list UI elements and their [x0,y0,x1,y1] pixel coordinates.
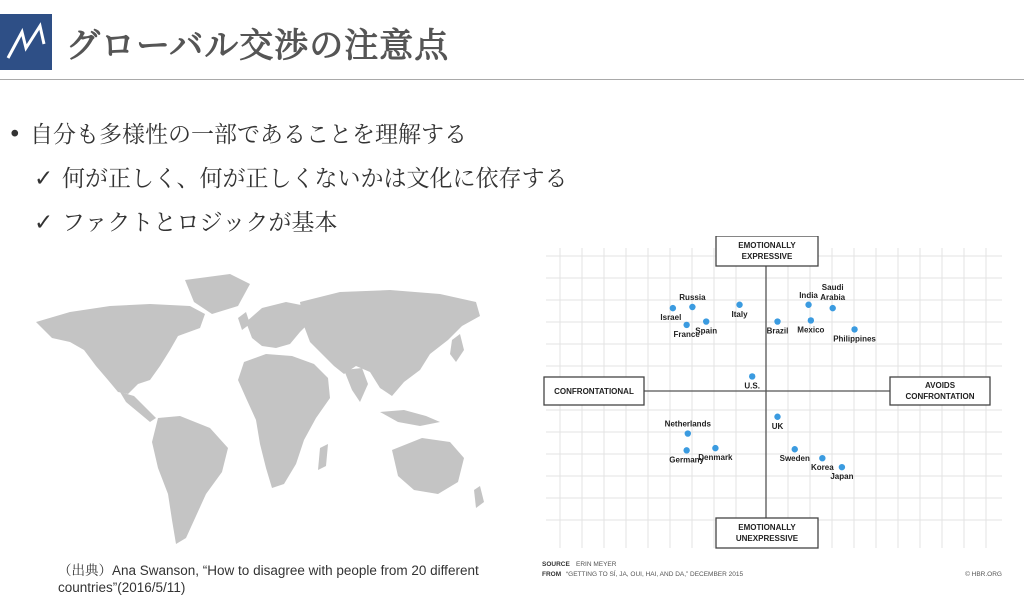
world-map [0,262,500,566]
citation-text: （出典）Ana Swanson, “How to disagree with people from 20 different countries”(2016/5/11) [58,563,479,595]
data-point [830,305,836,311]
data-point [689,304,695,310]
data-point [683,322,689,328]
sub-bullet-item [34,160,568,193]
data-point-label: Israel [660,313,682,323]
from-text: “GETTING TO SÍ, JA, OUI, HAI, AND DA,” DECEMBER 2015 [566,571,744,578]
bullet-text: 自分も多様性の一部であることを理解する [30,122,467,148]
world-map-image [0,262,500,562]
source-text: ERIN MEYER [576,561,617,568]
source-label: SOURCE [542,561,570,568]
data-point-label: Italy [731,309,748,319]
australia-shape [392,438,464,494]
data-point [808,317,814,323]
data-point-label: Russia [679,293,706,302]
madagascar-shape [318,444,328,470]
north-america-shape [36,304,205,394]
data-point-label: Philippines [833,334,876,344]
central-america-shape [120,392,156,422]
data-point-label: Korea [811,463,834,473]
data-point [792,446,798,452]
from-label: FROM [542,571,562,578]
data-point [839,464,845,470]
axis-top-line1: EMOTIONALLY [738,241,796,250]
axis-label-top [716,236,818,266]
chart-points [660,283,876,481]
culture-scatter-chart [540,236,1018,588]
title-divider [0,79,1024,80]
axis-right-line1: AVOIDS [924,381,956,390]
chart-footer [542,561,1002,578]
axis-top-line2: EXPRESSIVE [741,252,793,261]
new-zealand-shape [474,486,484,508]
chart-axes [640,264,890,522]
greenland-shape [185,274,250,314]
axis-bottom-line1: EMOTIONALLY [738,523,796,532]
data-point-label: Sweden [779,454,810,464]
data-point [774,318,780,324]
data-point-label: Mexico [797,325,825,335]
data-point-label: Arabia [820,293,846,303]
data-point [683,447,689,453]
africa-shape [238,354,330,488]
data-point [851,326,857,332]
axis-left-label: CONFRONTATIONAL [554,387,634,396]
copyright-text: © HBR.ORG [965,571,1002,578]
sub-bullet-text: ファクトとロジックが基本 [62,210,338,236]
bullet-dot-icon: • [8,122,22,148]
data-point-label: France [673,329,700,339]
south-america-shape [152,416,228,544]
data-point [685,430,691,436]
axis-bottom-line2: UNEXPRESSIVE [735,534,799,543]
sub-bullet-text: 何が正しく、何が正しくないかは文化に依存する [62,166,568,192]
checkmark-icon: ✓ [34,210,54,236]
data-point [819,455,825,461]
indonesia-shape [380,410,440,426]
data-point-label: UK [771,421,784,431]
data-point-label: India [799,290,818,300]
data-point-label: Germany [669,455,704,465]
sub-bullet-item [34,204,338,237]
axis-label-right [890,377,990,405]
axis-right-line2: CONFRONTATION [905,392,975,401]
checkmark-icon: ✓ [34,166,54,192]
data-point [774,414,780,420]
page-title: グローバル交渉の注意点 [66,26,450,66]
axis-label-bottom [716,518,818,548]
data-point-label: Spain [695,326,718,336]
data-point-label: Denmark [698,453,733,463]
data-point [670,305,676,311]
data-point-label: U.S. [744,381,760,391]
data-point-label: Saudi [821,283,844,293]
data-point-label: Brazil [766,326,789,336]
data-point-label: Netherlands [664,419,711,429]
data-point [712,445,718,451]
data-point [749,373,755,379]
india-shape [344,368,368,402]
data-point-label: Japan [830,472,854,482]
brand-logo [0,14,52,70]
axis-label-left [544,377,644,405]
brand-logo-icon [0,14,52,70]
data-point [736,302,742,308]
data-point [703,318,709,324]
data-point [805,302,811,308]
japan-shape [450,334,464,362]
bullet-item [8,116,467,149]
